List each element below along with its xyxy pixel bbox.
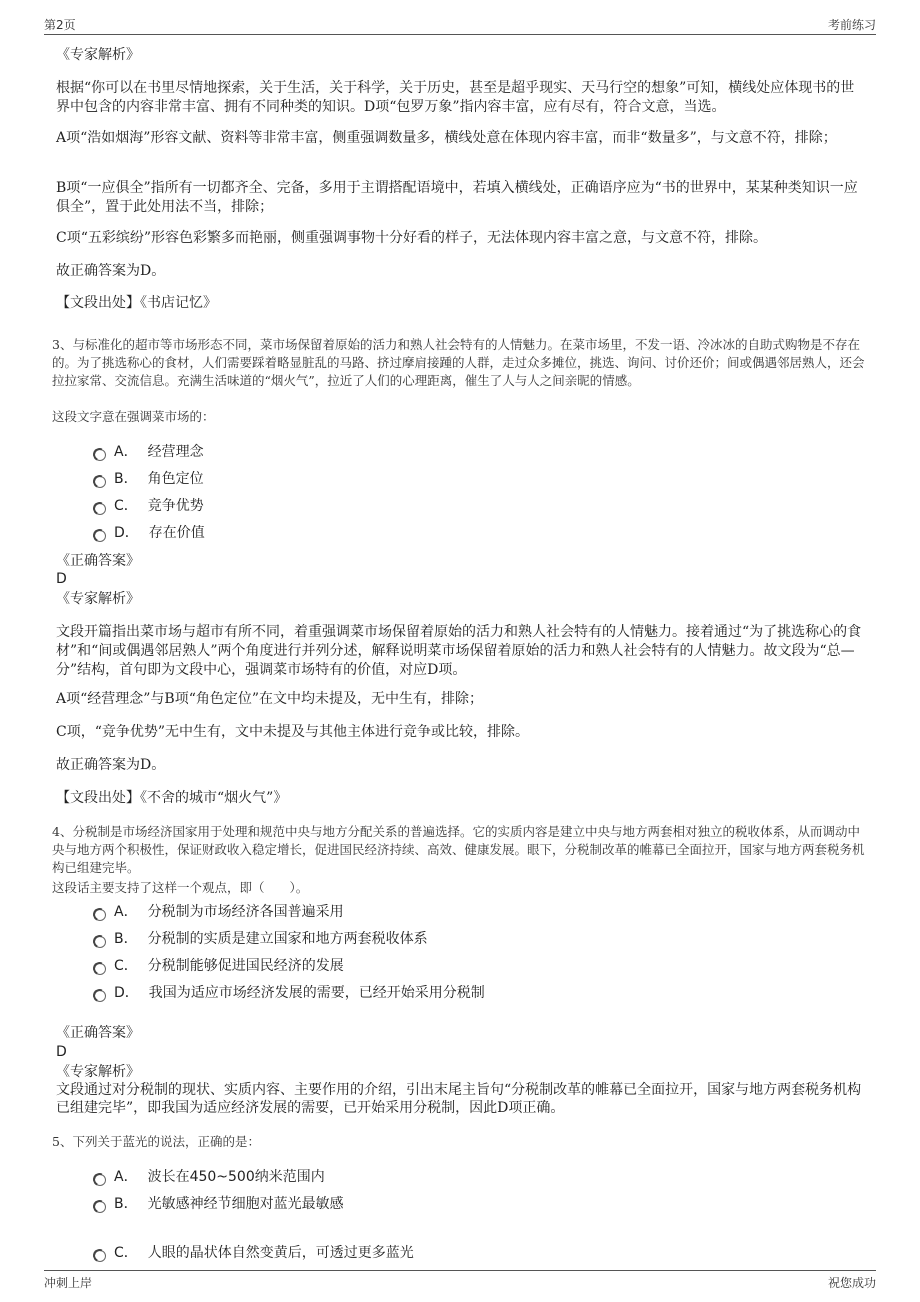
q4-option-d[interactable]: D． 我国为适应市场经济发展的需要，已经开始采用分税制 — [94, 983, 485, 1003]
radio-icon[interactable] — [94, 530, 106, 542]
q3-prompt: 这段文字意在强调菜市场的： — [52, 409, 215, 424]
radio-icon[interactable] — [94, 476, 106, 488]
q2-analysis-p3: B项“一应俱全”指所有一切都齐全、完备，多用于主谓搭配语境中，若填入横线处，正确语序应为“书的世界中，某某种类知识一应俱全”，置于此处用法不当，排除； — [56, 180, 858, 215]
q4-option-c[interactable]: C． 分税制能够促进国民经济的发展 — [94, 956, 344, 976]
q4-prompt: 这段话主要支持了这样一个观点，即（ ）。 — [52, 880, 309, 895]
page-footer — [44, 1270, 876, 1293]
q2-conclusion: 故正确答案为D。 — [56, 263, 166, 279]
q2-analysis-p4: C项“五彩缤纷”形容色彩繁多而艳丽，侧重强调事物十分好看的样子，无法体现内容丰富之意，与文意不符，排除。 — [56, 230, 768, 246]
q2-analysis-label: 《专家解析》 — [56, 47, 140, 63]
q4-analysis-label: 《专家解析》 — [56, 1064, 140, 1080]
radio-icon[interactable] — [94, 936, 106, 948]
q4-answer-label: 《正确答案》 — [56, 1025, 140, 1041]
q4-analysis-p1: 文段通过对分税制的现状、实质内容、主要作用的介绍，引出末尾主旨句“分税制改革的帷幕已全面拉开，国家与地方两套税务机构已组建完毕”，即我国为适应经济发展的需要，已开始采用分税制，因此D项正确。 — [56, 1082, 862, 1116]
q3-source: 【文段出处】《不舍的城市“烟火气”》 — [56, 790, 288, 806]
q3-answer: D — [56, 571, 67, 587]
header-title: 考前练习 — [827, 18, 876, 32]
q3-analysis-p1: 文段开篇指出菜市场与超市有所不同，着重强调菜市场保留着原始的活力和熟人社会特有的人情魅力。接着通过“为了挑选称心的食材”和“间或偶遇邻居熟人”两个角度进行并列分述，解释说明菜市场保留着原始的活力和熟人社会特有的人情魅力。故文段为“总—分”结构，首句即为文段中心，强调菜市场特有的价值，对应D项。 — [56, 624, 862, 678]
q3-option-c[interactable]: C． 竞争优势 — [94, 496, 204, 516]
q3-stem: 3、与标准化的超市等市场形态不同，菜市场保留着原始的活力和熟人社会特有的人情魅力。在菜市场里，不发一语、冷冰冰的自助式购物是不存在的。为了挑选称心的食材，人们需要踩着略显脏乱的马路、挤过摩肩接踵的人群，走过众多摊位，挑选、询问、讨价还价；间或偶遇邻居熟人，还会拉拉家常、交流信息。充满生活味道的“烟火气”，拉近了人们的心理距离，催生了人与人之间亲昵的情感。 — [52, 337, 865, 388]
q2-source: 【文段出处】《书店记忆》 — [56, 295, 217, 311]
footer-left-text: 冲刺上岸 — [44, 1276, 93, 1290]
radio-icon[interactable] — [94, 990, 106, 1002]
q2-analysis-p2: A项“浩如烟海”形容文献、资料等非常丰富，侧重强调数量多，横线处意在体现内容丰富，而非“数量多”，与文意不符，排除； — [56, 130, 837, 146]
q5-stem: 5、下列关于蓝光的说法，正确的是： — [52, 1134, 260, 1149]
page-number: 第2页 — [44, 18, 76, 32]
q4-option-b[interactable]: B． 分税制的实质是建立国家和地方两套税收体系 — [94, 929, 428, 949]
q5-option-c[interactable]: C． 人眼的晶状体自然变黄后，可透过更多蓝光 — [94, 1243, 414, 1263]
q3-analysis-label: 《专家解析》 — [56, 591, 140, 607]
radio-icon[interactable] — [94, 909, 106, 921]
q4-option-a[interactable]: A． 分税制为市场经济各国普遍采用 — [94, 902, 344, 922]
page-header — [44, 14, 876, 35]
q3-analysis-p2: A项“经营理念”与B项“角色定位”在文中均未提及，无中生有，排除； — [56, 691, 484, 707]
q2-analysis-p1: 根据“你可以在书里尽情地探索，关于生活，关于科学，关于历史，甚至是超乎现实、天马行空的想象”可知，横线处应体现书的世界中包含的内容非常丰富、拥有不同种类的知识。D项“包罗万象”指内容丰富，应有尽有，符合文意，当选。 — [56, 80, 855, 115]
q3-conclusion: 故正确答案为D。 — [56, 757, 166, 773]
radio-icon[interactable] — [94, 1250, 106, 1262]
radio-icon[interactable] — [94, 1201, 106, 1213]
footer-right-text: 祝您成功 — [827, 1276, 876, 1290]
q4-stem: 4、分税制是市场经济国家用于处理和规范中央与地方分配关系的普遍选择。它的实质内容是建立中央与地方两套相对独立的税收体系，从而调动中央与地方两个积极性，保证财政收入稳定增长，促进国民经济持续、高效、健康发展。眼下，分税制改革的帷幕已全面拉开，国家与地方两套税务机构已组建完毕。 — [52, 824, 865, 875]
q3-option-b[interactable]: B． 角色定位 — [94, 469, 204, 489]
q3-option-a[interactable]: A． 经营理念 — [94, 442, 204, 462]
q3-analysis-p3: C项，“竞争优势”无中生有，文中未提及与其他主体进行竞争或比较，排除。 — [56, 724, 530, 740]
q3-option-d[interactable]: D． 存在价值 — [94, 523, 205, 543]
q3-answer-label: 《正确答案》 — [56, 553, 140, 569]
q4-answer: D — [56, 1044, 67, 1060]
q5-option-b[interactable]: B． 光敏感神经节细胞对蓝光最敏感 — [94, 1194, 344, 1214]
radio-icon[interactable] — [94, 1174, 106, 1186]
q5-option-a[interactable]: A． 波长在450~500纳米范围内 — [94, 1167, 325, 1187]
radio-icon[interactable] — [94, 449, 106, 461]
radio-icon[interactable] — [94, 503, 106, 515]
radio-icon[interactable] — [94, 963, 106, 975]
